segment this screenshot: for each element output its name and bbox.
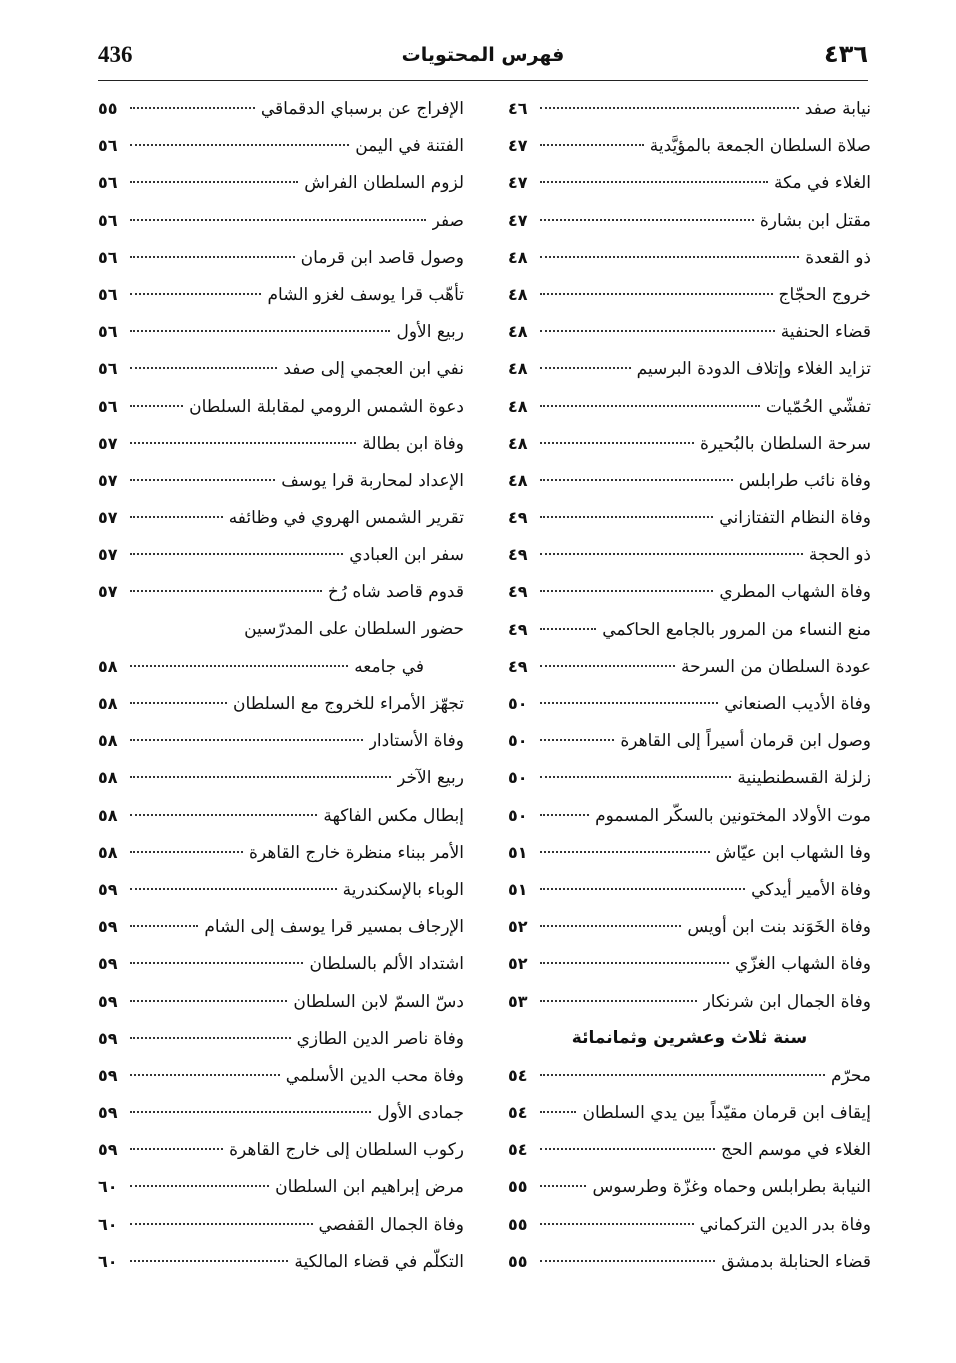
- toc-entry: [98, 499, 464, 536]
- toc-entry: [98, 871, 464, 908]
- toc-entry: [508, 425, 871, 462]
- dot-leader: [130, 367, 277, 369]
- dot-leader: [130, 851, 243, 853]
- toc-entry-title: وفاة ابن بطالة: [362, 433, 464, 454]
- page-number-latin: 436: [98, 42, 133, 67]
- dot-leader: [540, 1260, 715, 1262]
- toc-entry: [508, 313, 871, 350]
- toc-entry: [508, 983, 871, 1020]
- dot-leader: [130, 256, 295, 258]
- toc-entry-title: في جامعه: [354, 656, 424, 677]
- toc-entry: [508, 945, 871, 982]
- toc-entry-title: ركوب السلطان إلى خارج القاهرة: [229, 1140, 464, 1161]
- toc-entry: [508, 536, 871, 573]
- toc-entry-page: ٥٦: [98, 322, 118, 342]
- toc-entry: [508, 499, 871, 536]
- toc-entry-title: نفي ابن العجمي إلى صفد: [283, 359, 464, 380]
- toc-entry: [508, 759, 871, 796]
- toc-entry-title: سفر ابن العبادي: [349, 545, 464, 566]
- toc-entry: [508, 1131, 871, 1168]
- toc-entry: [98, 127, 464, 164]
- toc-entry-page: ٥٩: [98, 1028, 118, 1048]
- toc-entry: [508, 871, 871, 908]
- toc-entry-title: صلاة السلطان الجمعة بالمؤيَّدية: [649, 136, 871, 157]
- toc-entry-title: وفاة النظام التفتازاني: [719, 508, 871, 529]
- toc-entry: [98, 834, 464, 871]
- toc-entry: [508, 90, 871, 127]
- dot-leader: [130, 1185, 269, 1187]
- toc-entry: [98, 462, 464, 499]
- toc-entry: [98, 1020, 464, 1057]
- dot-leader: [130, 1037, 291, 1039]
- page-title: فهرس المحتويات: [401, 44, 565, 66]
- toc-entry-page: ٦٠: [98, 1214, 118, 1234]
- toc-entry: [98, 425, 464, 462]
- toc-entry-title: موت الأولاد المختونين بالسكّر المسموم: [595, 805, 871, 826]
- dot-leader: [540, 1000, 697, 1002]
- toc-entry: [98, 573, 464, 610]
- dot-leader: [540, 962, 729, 964]
- dot-leader: [540, 925, 681, 927]
- dot-leader: [130, 553, 343, 555]
- dot-leader: [540, 553, 803, 555]
- dot-leader: [130, 219, 426, 221]
- dot-leader: [540, 814, 589, 816]
- toc-entry-page: ٥١: [508, 842, 528, 862]
- toc-entry: [98, 1131, 464, 1168]
- dot-leader: [540, 628, 596, 630]
- toc-entry-page: ٥٦: [98, 359, 118, 379]
- toc-entry-title: قضاء الحنابلة بدمشق: [721, 1251, 871, 1272]
- toc-entry: [508, 127, 871, 164]
- toc-entry-title: سرحة السلطان بالبُحيرة: [700, 433, 871, 454]
- toc-entry-title: وفاة نائب طرابلس: [738, 470, 871, 491]
- toc-entry-title: وفاة محب الدين الأسلمي: [285, 1065, 464, 1086]
- dot-leader: [540, 1074, 825, 1076]
- toc-entry-page: ٤٨: [508, 396, 528, 416]
- dot-leader: [540, 144, 644, 146]
- toc-entry-page: ٤٨: [508, 470, 528, 490]
- dot-leader: [540, 851, 710, 853]
- dot-leader: [130, 590, 322, 592]
- toc-entry: [508, 1057, 871, 1094]
- toc-entry-title: حضور السلطان على المدرّسين: [244, 618, 464, 639]
- toc-entry-page: ٥٩: [98, 954, 118, 974]
- toc-entry: [508, 648, 871, 685]
- toc-entry-page: ٥٩: [98, 879, 118, 899]
- toc-entry-title: مقتل ابن بشارة: [759, 210, 871, 231]
- toc-entry: [508, 388, 871, 425]
- toc-entry-title: لزوم السلطان الفراش: [304, 173, 464, 194]
- dot-leader: [130, 1074, 280, 1076]
- toc-entry-title: وفا الشهاب ابن عيّاش: [715, 842, 871, 863]
- toc-entry-page: ٥٣: [508, 991, 528, 1011]
- toc-entry-page: ٥٩: [98, 1065, 118, 1085]
- toc-entry-page: ٤٨: [508, 284, 528, 304]
- toc-entry-page: ٥٨: [98, 656, 118, 676]
- toc-entry-title: الإعداد لمحاربة قرا يوسف: [281, 470, 464, 491]
- dot-leader: [540, 219, 754, 221]
- dot-leader: [540, 1223, 694, 1225]
- toc-entry: [508, 611, 871, 648]
- dot-leader: [130, 144, 349, 146]
- toc-entry-title: وفاة ناصر الدين الطازي: [296, 1028, 464, 1049]
- dot-leader: [540, 702, 718, 704]
- toc-entry-title: الغلاء في مكة: [774, 173, 871, 194]
- toc-entry: [98, 685, 464, 722]
- toc-entry-title: خروج الحجّاج: [778, 284, 871, 305]
- toc-entry-page: ٥١: [508, 879, 528, 899]
- toc-entry-title: نيابة صفد: [804, 99, 871, 119]
- dot-leader: [130, 739, 363, 741]
- dot-leader: [540, 181, 768, 183]
- toc-entry-page: ٥٥: [98, 99, 118, 118]
- dot-leader: [130, 293, 261, 295]
- toc-entry-title: تفشّي الحُمّيات: [765, 396, 871, 417]
- toc-column-left: [98, 90, 464, 1280]
- toc-entry-page: ٤٧: [508, 136, 528, 156]
- toc-entry-title: وصول قاصد ابن قرمان: [300, 247, 464, 268]
- toc-entry-title: إبطال مكس الفاكهة: [323, 805, 464, 826]
- toc-entry-page: ٥٦: [98, 136, 118, 156]
- dot-leader: [540, 1148, 715, 1150]
- toc-entry-page: ٤٩: [508, 656, 528, 676]
- toc-entry-page: ٥٩: [98, 1103, 118, 1123]
- toc-entry: [508, 1094, 871, 1131]
- toc-entry-title: وفاة الشهاب المطري: [719, 582, 871, 603]
- toc-entry-title: تقرير الشمس الهروي في وظائفه: [228, 508, 464, 529]
- toc-entry-page: ٥٧: [98, 470, 118, 490]
- dot-leader: [130, 776, 391, 778]
- toc-entry-page: ٤٧: [508, 210, 528, 230]
- toc-entry-title: الإفراج عن برسباي الدقماقي: [260, 99, 464, 119]
- dot-leader: [540, 776, 731, 778]
- dot-leader: [130, 1148, 223, 1150]
- toc-entry-title: صفر: [431, 210, 464, 231]
- dot-leader: [130, 107, 255, 109]
- toc-entry-title: دعوة الشمس الرومي لمقابلة السلطان: [189, 396, 464, 417]
- toc-entry-title: النيابة بطرابلس وحماه وغزّة وطرسوس: [592, 1177, 871, 1198]
- toc-entry-title: وفاة الأمير أيدكي: [751, 879, 871, 900]
- toc-entry: [508, 276, 871, 313]
- toc-entry-title: ربيع الآخر: [397, 768, 464, 789]
- toc-entry-title: منع النساء من المرور بالجامع الحاكمي: [602, 619, 871, 640]
- toc-entry-title: اشتداد الألم بالسلطان: [309, 954, 464, 975]
- dot-leader: [130, 181, 298, 183]
- toc-entry: [508, 722, 871, 759]
- toc-entry-page: ٤٩: [508, 619, 528, 639]
- page-header: [98, 40, 868, 81]
- toc-entry-page: ٤٧: [508, 173, 528, 193]
- toc-entry: [98, 611, 464, 648]
- toc-entry: [508, 239, 871, 276]
- toc-entry-page: ٤٨: [508, 322, 528, 342]
- dot-leader: [130, 1111, 371, 1113]
- toc-entry-page: ٤٦: [508, 99, 528, 118]
- toc-entry-title: تزايد الغلاء وإتلاف الدودة البرسيم: [636, 359, 871, 380]
- toc-entry-page: ٥٩: [98, 1140, 118, 1160]
- dot-leader: [130, 1000, 287, 1002]
- toc-entry-page: ٥٥: [508, 1251, 528, 1271]
- dot-leader: [130, 1260, 288, 1262]
- toc-entry: [98, 276, 464, 313]
- toc-entry: [98, 1168, 464, 1205]
- toc-entry: [508, 350, 871, 387]
- dot-leader: [540, 107, 799, 109]
- dot-leader: [130, 516, 223, 518]
- section-heading: سنة ثلاث وعشرين وثمانمائة: [571, 1027, 808, 1048]
- toc-entry: [508, 797, 871, 834]
- toc-entry-page: ٥٩: [98, 991, 118, 1011]
- toc-entry-page: ٤٩: [508, 582, 528, 602]
- toc-entry-page: ٥٨: [98, 694, 118, 713]
- toc-entry-page: ٥٦: [98, 247, 118, 267]
- toc-entry-title: ربيع الأول: [396, 322, 464, 343]
- toc-entry-title: قدوم قاصد شاه رُخ: [327, 582, 464, 603]
- toc-entry: [98, 797, 464, 834]
- toc-entry-page: ٥٦: [98, 284, 118, 304]
- toc-entry-title: ذو القعدة: [805, 247, 871, 268]
- toc-entry-page: ٤٨: [508, 433, 528, 453]
- dot-leader: [130, 442, 356, 444]
- toc-entry: [508, 462, 871, 499]
- toc-entry-page: ٥٤: [508, 1140, 528, 1160]
- toc-entry-page: ٥٧: [98, 545, 118, 565]
- toc-entry-title: وفاة الخَوَند بنت ابن أويس: [687, 917, 871, 938]
- dot-leader: [540, 479, 733, 481]
- toc-entry-title: الغلاء في موسم الحج: [720, 1140, 871, 1161]
- toc-entry: [98, 648, 464, 685]
- toc-entry-page: ٤٩: [508, 545, 528, 565]
- toc-entry: [508, 1243, 871, 1280]
- toc-entry-title: وفاة بدر الدين التركماني: [699, 1214, 871, 1235]
- toc-entry-page: ٥٠: [508, 694, 528, 713]
- toc-entry: [508, 573, 871, 610]
- toc-entry-title: وفاة الجمال القفصي: [318, 1214, 464, 1235]
- dot-leader: [130, 665, 348, 667]
- toc-entry-title: ذو الحجة: [808, 545, 871, 566]
- dot-leader: [540, 293, 773, 295]
- toc-entry-title: الفتنة في اليمن: [355, 136, 464, 157]
- toc-entry-title: تأهّب قرا يوسف لغزو الشام: [267, 284, 464, 305]
- toc-entry-title: التكلّم في قضاء المالكية: [294, 1251, 464, 1272]
- toc-column-right: [508, 90, 871, 1280]
- toc-entry: [98, 239, 464, 276]
- dot-leader: [540, 516, 713, 518]
- toc-entry-page: ٥٦: [98, 210, 118, 230]
- toc-entry-title: الإرجاف بمسير قرا يوسف إلى الشام: [204, 917, 464, 938]
- toc-entry-title: محرّم: [831, 1065, 871, 1086]
- page-number-arabic: ٤٣٦: [824, 40, 868, 68]
- toc-entry-page: ٥٠: [508, 731, 528, 751]
- dot-leader: [540, 442, 694, 444]
- toc-entry-page: ٤٨: [508, 247, 528, 267]
- toc-entry-page: ٦٠: [98, 1177, 118, 1197]
- toc-entry: [98, 388, 464, 425]
- toc-entry-page: ٥٧: [98, 433, 118, 453]
- toc-entry-title: وفاة الشهاب الغزّي: [734, 954, 871, 975]
- toc-entry-title: الوباء بالإسكندرية: [342, 879, 464, 900]
- toc-entry-title: وصول ابن قرمان أسيراً إلى القاهرة: [620, 731, 871, 752]
- toc-entry-title: مرض إبراهيم ابن السلطان: [275, 1177, 464, 1198]
- toc-entry-page: ٥٦: [98, 173, 118, 193]
- dot-leader: [540, 256, 799, 258]
- toc-entry: [508, 164, 871, 201]
- toc-entry: [98, 202, 464, 239]
- toc-entry-page: ٥٢: [508, 954, 528, 974]
- dot-leader: [130, 1223, 313, 1225]
- toc-entry-title: وفاة الأديب الصنعاني: [724, 694, 871, 714]
- dot-leader: [130, 405, 183, 407]
- dot-leader: [540, 405, 760, 407]
- dot-leader: [540, 367, 631, 369]
- toc-entry-page: ٥٥: [508, 1177, 528, 1197]
- toc-entry-title: قضاء الحنفية: [780, 322, 871, 343]
- toc-entry: [508, 1168, 871, 1205]
- toc-entry-title: جمادى الأول: [377, 1103, 464, 1124]
- toc-entry: [98, 1094, 464, 1131]
- toc-entry-page: ٥٠: [508, 805, 528, 825]
- toc-entry: [98, 536, 464, 573]
- dot-leader: [540, 590, 713, 592]
- dot-leader: [540, 1185, 586, 1187]
- toc-entry-title: إيقاف ابن قرمان مقيّداً بين يدي السلطان: [582, 1103, 871, 1124]
- toc-entry: [98, 1057, 464, 1094]
- dot-leader: [130, 962, 303, 964]
- toc-entry-page: ٥٩: [98, 917, 118, 937]
- toc-entry-title: وفاة الأستادار: [368, 731, 464, 752]
- toc-entry-title: دسّ السمّ لابن السلطان: [293, 991, 464, 1012]
- toc-entry-page: ٥٨: [98, 805, 118, 825]
- toc-entry-page: ٥٤: [508, 1103, 528, 1123]
- toc-entry: [98, 164, 464, 201]
- toc-entry-title: تجهّز الأمراء للخروج مع السلطان: [233, 694, 464, 714]
- dot-leader: [130, 330, 390, 332]
- toc-entry: [98, 945, 464, 982]
- toc-entry-page: ٥٧: [98, 508, 118, 528]
- toc-entry: [98, 90, 464, 127]
- dot-leader: [130, 925, 198, 927]
- toc-entry-page: ٥٨: [98, 842, 118, 862]
- toc-entry: [98, 350, 464, 387]
- toc-entry-page: ٥٦: [98, 396, 118, 416]
- toc-entry-page: ٤٨: [508, 359, 528, 379]
- toc-entry: [508, 834, 871, 871]
- toc-entry: [98, 908, 464, 945]
- dot-leader: [540, 888, 745, 890]
- toc-entry: [508, 908, 871, 945]
- toc-entry-title: وفاة الجمال ابن شرنكار: [702, 991, 871, 1012]
- toc-entry-page: ٥٤: [508, 1065, 528, 1085]
- dot-leader: [540, 1111, 576, 1113]
- toc-entry-title: الأمر ببناء منظرة خارج القاهرة: [249, 842, 464, 863]
- toc-entry: [98, 313, 464, 350]
- toc-entry: [98, 759, 464, 796]
- toc-entry: [98, 1243, 464, 1280]
- dot-leader: [540, 665, 675, 667]
- toc-entry-page: ٥٢: [508, 917, 528, 937]
- toc-entry-page: ٥٠: [508, 768, 528, 788]
- toc-entry-page: ٥٨: [98, 731, 118, 751]
- dot-leader: [130, 702, 227, 704]
- toc-entry: [98, 722, 464, 759]
- dot-leader: [130, 888, 337, 890]
- toc-entry: [508, 202, 871, 239]
- toc-entry-title: عودة السلطان من السرحة: [680, 656, 871, 677]
- toc-entry-page: ٥٨: [98, 768, 118, 788]
- toc-entry-page: ٥٥: [508, 1214, 528, 1234]
- dot-leader: [540, 739, 614, 741]
- toc-entry: [508, 685, 871, 722]
- toc-entry: [508, 1206, 871, 1243]
- dot-leader: [540, 330, 775, 332]
- toc-entry-page: ٤٩: [508, 508, 528, 528]
- toc-entry: [98, 983, 464, 1020]
- toc-entry-page: ٥٧: [98, 582, 118, 602]
- dot-leader: [130, 814, 317, 816]
- dot-leader: [130, 479, 275, 481]
- toc-entry-title: زلزلة القسطنطينية: [737, 768, 871, 789]
- toc-entry-page: ٦٠: [98, 1251, 118, 1271]
- toc-entry: [98, 1206, 464, 1243]
